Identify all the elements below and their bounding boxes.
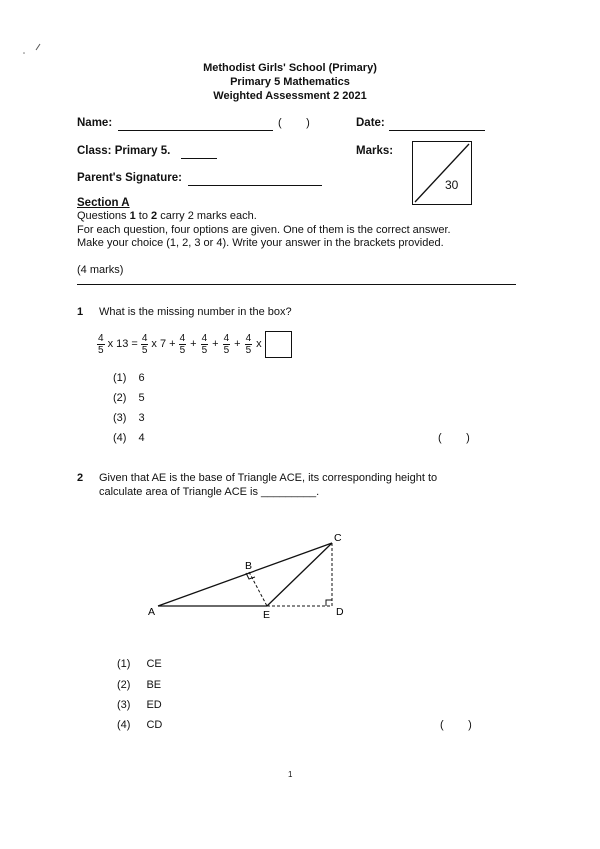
q2-option-3[interactable]: (3) ED	[117, 699, 162, 711]
q1-answer-brackets[interactable]: ( )	[438, 432, 470, 444]
q2-number: 2	[77, 472, 84, 484]
segment-ac	[158, 543, 332, 606]
q2-option-4[interactable]: (4) CD	[117, 719, 163, 731]
q1-fraction: $\frac{4}{5}$	[141, 332, 148, 356]
q2-option-1[interactable]: (1) CE	[117, 658, 162, 670]
signature-field[interactable]	[188, 185, 322, 186]
section-instruction-1: Questions 1 to 2 carry 2 marks each.	[77, 210, 257, 222]
q2-answer-brackets[interactable]: ( )	[440, 719, 472, 731]
q1-option-3[interactable]: (3) 3	[113, 412, 145, 424]
section-divider	[77, 284, 516, 285]
q1-equation: $\frac{4}{5}$ x 13 = $\frac{4}{5}$ x 7 + $\frac{4}{5}$ + $\frac{4}{5}$ + $\frac{4}{5}$ + $\frac{4}{5}$ x	[96, 329, 292, 359]
assessment-title: Weighted Assessment 2 2021	[213, 90, 367, 102]
marks-label: Marks:	[356, 145, 394, 157]
q2-triangle-diagram	[140, 525, 360, 625]
date-field[interactable]	[389, 130, 485, 131]
segment-be	[249, 572, 267, 606]
q2-text-line1: Given that AE is the base of Triangle ACE, its corresponding height to	[99, 472, 438, 484]
class-label: Class: Primary 5.	[77, 145, 171, 157]
section-instruction-3: Make your choice (1, 2, 3 or 4). Write your answer in the brackets provided.	[77, 237, 444, 249]
label-e: E	[263, 609, 271, 621]
q1-answer-box	[265, 331, 292, 358]
section-title: Section A	[77, 197, 130, 209]
right-angle-d	[326, 600, 332, 606]
label-c: C	[334, 532, 342, 544]
q1-option-1[interactable]: (1) 6	[113, 372, 145, 384]
q1-fraction: $\frac{4}{5}$	[201, 332, 208, 356]
q1-fraction: $\frac{4}{5}$	[223, 332, 230, 356]
marks-total: 30	[445, 178, 459, 192]
segment-ec	[267, 543, 332, 606]
signature-label: Parent's Signature:	[77, 172, 182, 184]
name-label: Name:	[77, 117, 113, 129]
label-d: D	[336, 606, 344, 618]
section-marks: (4 marks)	[77, 264, 124, 276]
q2-option-2[interactable]: (2) BE	[117, 679, 162, 691]
q1-option-4[interactable]: (4) 4	[113, 432, 145, 444]
q1-fraction: $\frac{4}{5}$	[179, 332, 186, 356]
subject-title: Primary 5 Mathematics	[230, 76, 350, 88]
label-a: A	[148, 606, 156, 618]
marks-diagonal	[413, 142, 471, 204]
q1-fraction: $\frac{4}{5}$	[245, 332, 252, 356]
page-number: 1	[288, 770, 293, 779]
section-instruction-2: For each question, four options are given. One of them is the correct answer.	[77, 224, 451, 236]
q1-option-2[interactable]: (2) 5	[113, 392, 145, 404]
school-name: Methodist Girls' School (Primary)	[203, 62, 377, 74]
q1-number: 1	[77, 306, 84, 318]
date-label: Date:	[356, 117, 385, 129]
q1-fraction: $\frac{4}{5}$	[98, 332, 104, 356]
index-brackets: ( )	[278, 117, 310, 129]
class-field[interactable]	[181, 158, 217, 159]
q1-text: What is the missing number in the box?	[99, 306, 292, 318]
stray-mark	[10, 40, 50, 60]
q2-text-line2: calculate area of Triangle ACE is _________.	[99, 486, 320, 498]
marks-box	[412, 141, 472, 205]
name-field[interactable]	[118, 130, 273, 131]
label-b: B	[245, 560, 253, 572]
